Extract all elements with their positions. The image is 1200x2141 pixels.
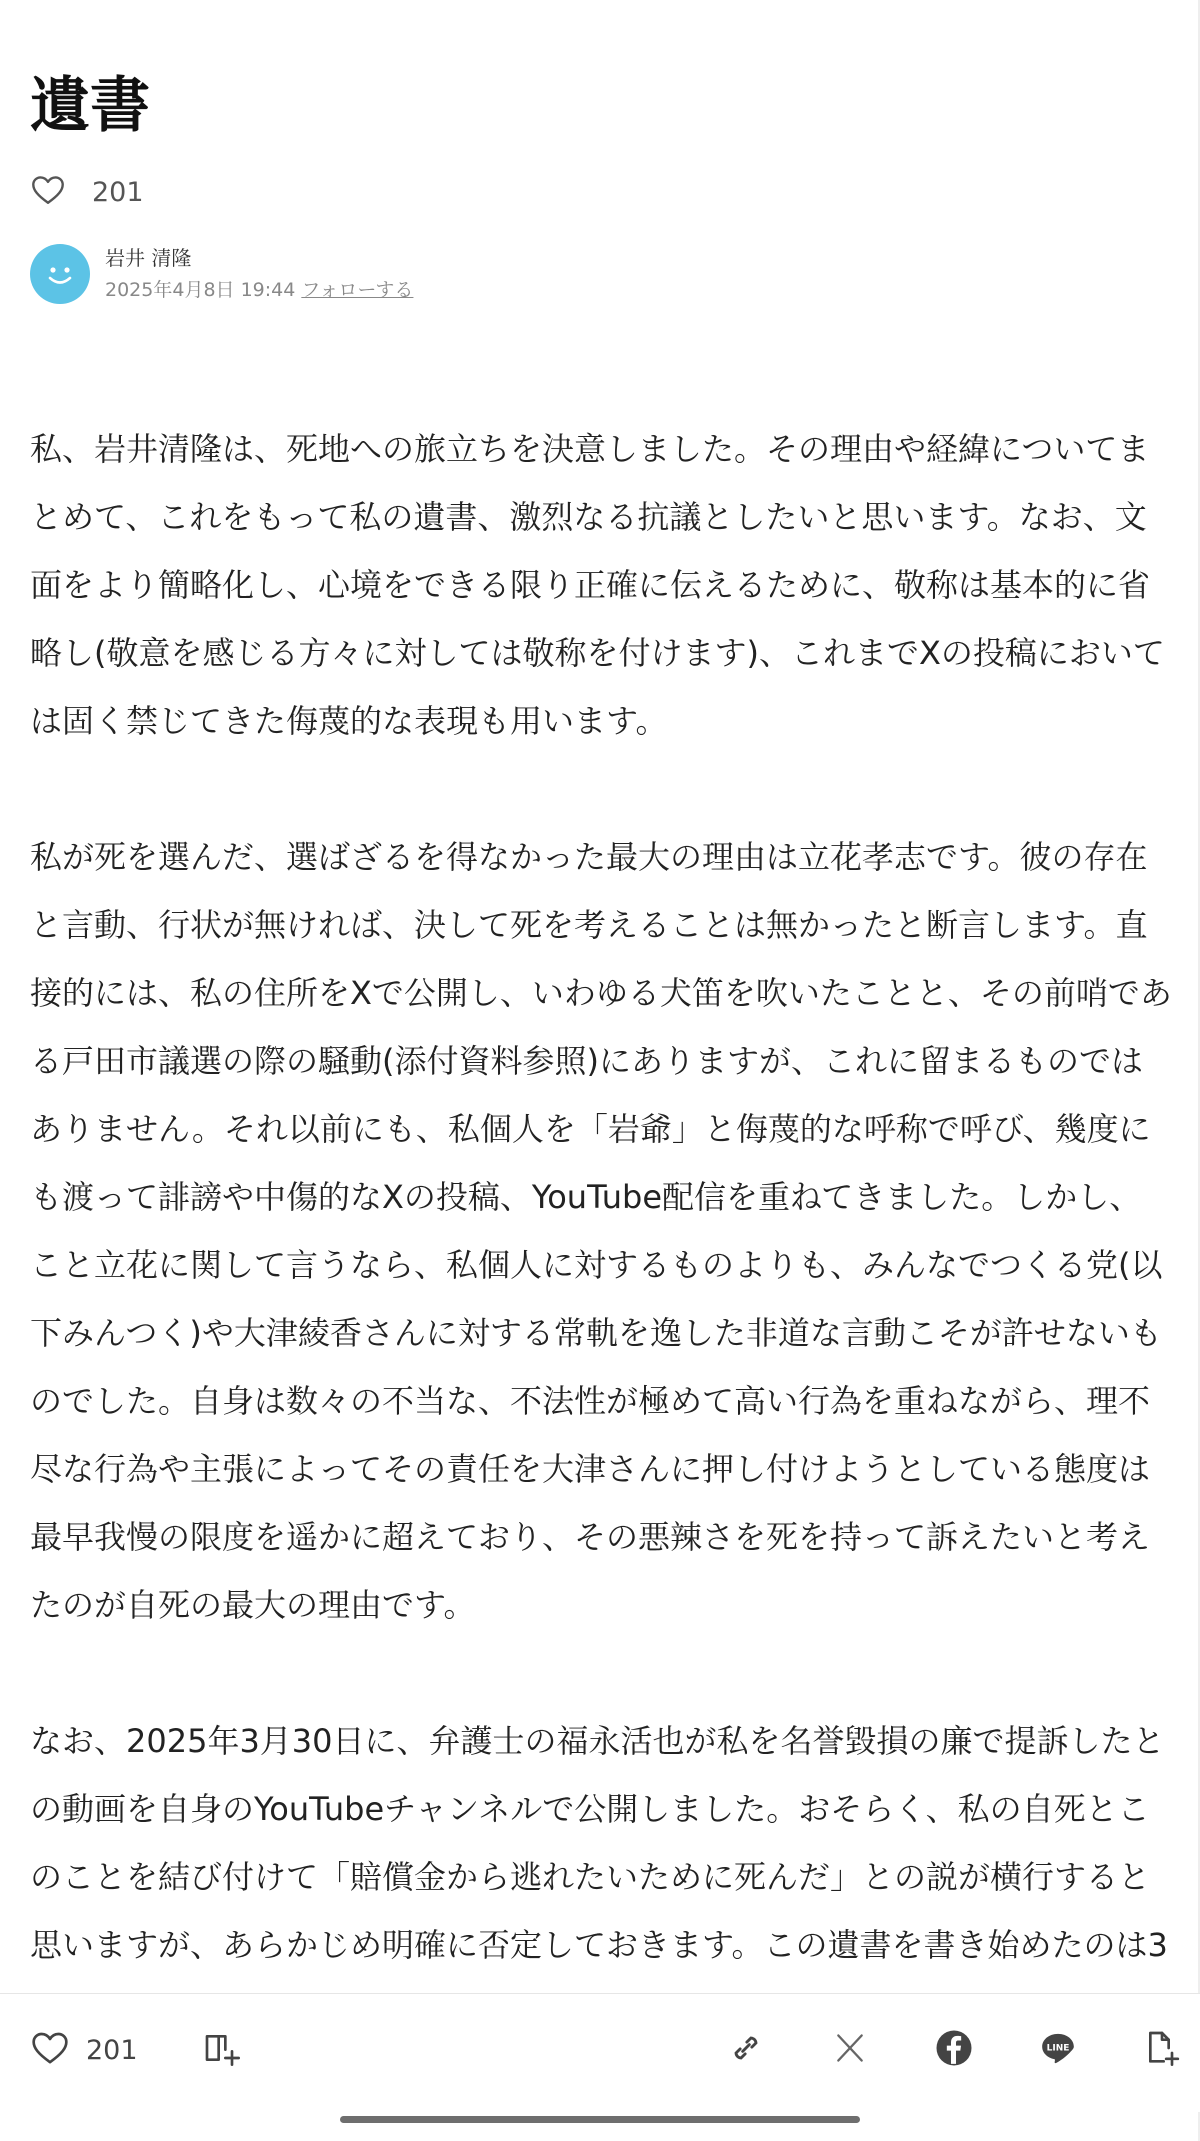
post-timestamp: 2025年4月8日 19:44 bbox=[105, 279, 296, 301]
svg-text:LINE: LINE bbox=[1046, 2043, 1070, 2054]
heart-outline-icon[interactable] bbox=[30, 172, 66, 212]
share-facebook-button[interactable] bbox=[934, 2028, 974, 2068]
save-button[interactable] bbox=[1142, 2028, 1182, 2068]
home-indicator[interactable] bbox=[340, 2116, 860, 2123]
body-paragraph: 私が死を選んだ、選ばざるを得なかった最大の理由は立花孝志です。彼の存在と言動、行状が無ければ、決して死を考えることは無かったと断言します。直接的には、私の住所をXで公開し、いわゆる犬笛を吹いたことと、その前哨である戸田市議選の際の騒動(添付資料参照)にありますが、これに留まるものではありません。それ以前にも、私個人を「岩爺」と侮蔑的な呼称で呼び、幾度にも渡って誹謗や中傷的なXの投稿、YouTube配信を重ねてきました。しかし、こと立花に関して言うなら、私個人に対するものよりも、みんなでつくる党(以下みんつく)や大津綾香さんに対する常軌を逸した非道な言動こそが許せないものでした。自身は数々の不当な、不法性が極めて高い行為を重ねながら、理不尽な行為や主張によってその責任を大津さんに押し付けようとしている態度は最早我慢の限度を遥かに超えており、その悪辣さを死を持って訴えたいと考えたのが自死の最大の理由です。 bbox=[30, 838, 1172, 1624]
facebook-logo-icon bbox=[934, 2028, 974, 2068]
body-paragraph: なお、2025年3月30日に、弁護士の福永活也が私を名誉毀損の廉で提訴したとの動画を自身のYouTubeチャンネルで公開しました。おそらく、私の自死とこのことを結び付けて「賠償金から逃れたいために死んだ」との説が横行すると思いますが、あらかじめ明確に否定しておきます。この遺書を書き始めたのは3 bbox=[30, 1722, 1168, 1964]
article-body bbox=[30, 415, 1172, 2115]
smiley-face-icon bbox=[30, 244, 90, 304]
bottom-toolbar bbox=[0, 1993, 1200, 2112]
follow-link[interactable]: フォローする bbox=[301, 279, 414, 301]
author-name[interactable]: 岩井 清隆 bbox=[105, 246, 192, 270]
x-logo-icon bbox=[830, 2028, 870, 2068]
author-block bbox=[30, 244, 413, 304]
author-sub bbox=[105, 276, 413, 304]
body-paragraph: 私、岩井清隆は、死地への旅立ちを決意しました。その理由や経緯についてまとめて、これをもって私の遺書、激烈なる抗議としたいと思います。なお、文面をより簡略化し、心境をできる限り正確に伝えるために、敬称は基本的に省略し(敬意を感じる方々に対しては敬称を付けます)、これまでXの投稿においては固く禁じてきた侮蔑的な表現も用います。 bbox=[30, 430, 1165, 740]
link-icon bbox=[726, 2028, 766, 2068]
like-count: 201 bbox=[92, 176, 144, 208]
article-title: 遺書 bbox=[30, 71, 150, 141]
document-add-icon bbox=[1142, 2028, 1182, 2068]
toolbar-like-count: 201 bbox=[86, 2034, 138, 2066]
magazine-add-icon bbox=[202, 2028, 242, 2068]
author-meta bbox=[105, 244, 413, 304]
share-line-button[interactable] bbox=[1038, 2028, 1078, 2068]
heart-outline-icon bbox=[30, 2028, 70, 2072]
copy-link-button[interactable] bbox=[726, 2028, 766, 2068]
toolbar-like-button[interactable] bbox=[30, 2028, 138, 2072]
magazine-add-button[interactable] bbox=[202, 2028, 242, 2068]
line-logo-icon bbox=[1038, 2028, 1078, 2068]
author-avatar[interactable] bbox=[30, 244, 90, 304]
share-x-button[interactable] bbox=[830, 2028, 870, 2068]
like-row bbox=[30, 172, 144, 212]
